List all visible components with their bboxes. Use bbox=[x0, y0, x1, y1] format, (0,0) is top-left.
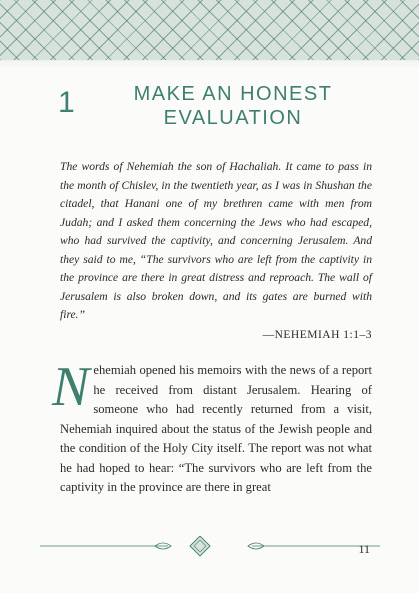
epigraph-citation: —NEHEMIAH 1:1–3 bbox=[262, 329, 372, 341]
epigraph-quote: The words of Nehemiah the son of Hachaliah. It came to pass in the month of Chislev, in the twentieth year, as I was in Shushan the citadel, that Hanani one of my brethren came with men from Judah; and I asked them concerning the Jews who had escaped, who had survived the captivity, and concerning Jerusalem. And they said to me, “The survivors who are left from the captivity in the province are there in great distress and reproach. The wall of Jerusalem is also broken down, and its gates are burned with fire.” bbox=[60, 160, 372, 321]
decorative-banner bbox=[0, 0, 419, 61]
chapter-title: MAKE AN HONEST EVALUATION bbox=[133, 83, 333, 129]
body-paragraph-text: ehemiah opened his memoirs with the news of a report he received from distant Jerusalem. Hearing of someone who had recently returned from a visit, Nehemiah inquired about the status of the Jewish people and the condition of the Holy City itself. The report was not what he had hoped to hear: “The survivors who are left from the captivity in the province are there in great bbox=[60, 363, 372, 494]
page-number: 11 bbox=[358, 542, 370, 556]
chapter-number: 1 bbox=[58, 86, 75, 119]
banner-shadow bbox=[0, 60, 419, 68]
ornament-diamond bbox=[190, 536, 210, 556]
body-paragraph bbox=[52, 356, 372, 498]
drop-cap: N bbox=[52, 356, 90, 418]
